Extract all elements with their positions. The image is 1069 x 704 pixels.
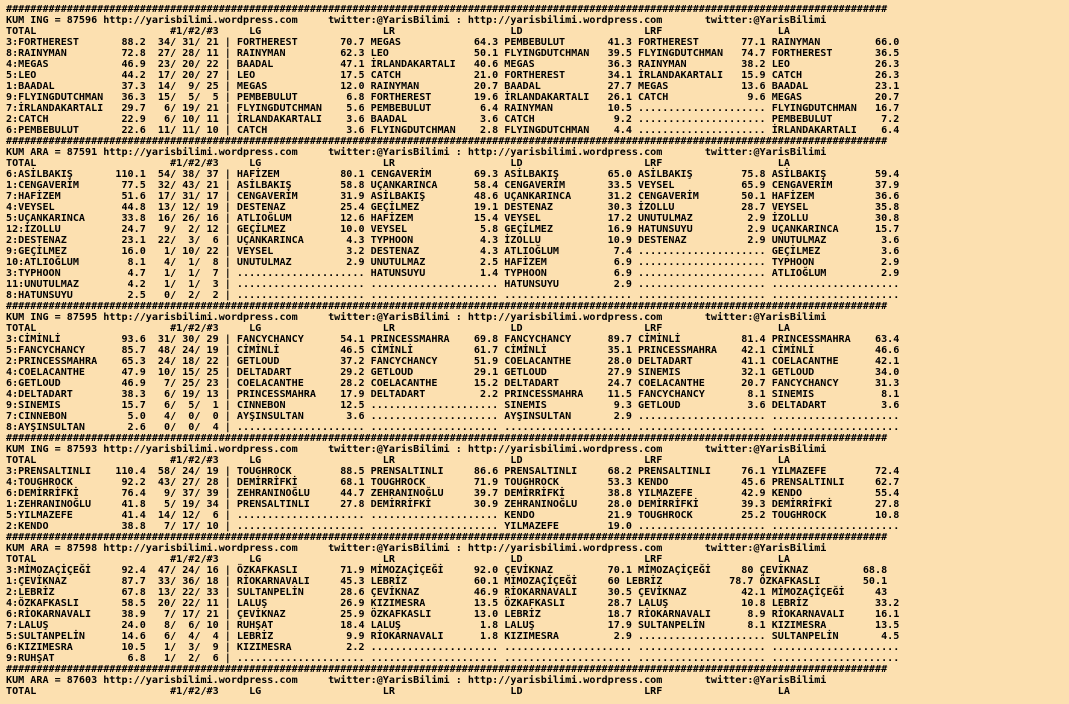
data-row: 9:SINEMIS 15.7 6/ 5/ 1 | CINNEBON 12.5 ..................... SINEMIS 9.3 GETLOUD 3.6 DELTADART 3.6 — [6, 400, 900, 411]
data-row: 2:PRINCESSMAHRA 65.3 24/ 18/ 22 | GETLOUD 37.2 FANCYCHANCY 51.9 COELACANTHE 28.0 DELTADART 41.1 COELACANTHE 42.1 — [6, 356, 900, 367]
data-row: 1:ÇEVİKNAZ 87.7 33/ 36/ 18 | RİOKARNAVALI 45.3 LEBRİZ 60.1 MİMOZAÇİÇEĞİ 60 LEBRİZ 78.7 ÖZKAFKASLI 50.1 — [6, 576, 888, 587]
data-row: 9:FLYINGDUTCHMAN 36.3 15/ 5/ 5 | PEMBEBULUT 6.8 FORTHEREST 19.6 İRLANDAKARTALI 26.1 CATCH 9.6 MEGAS 20.7 — [6, 92, 900, 103]
race-header-row: KUM ARA = 87591 http://yarisbilimi.wordpress.com twitter:@YarisBilimi : http://yarisbilimi.wordpress.com twitter:@YarisBilimi — [6, 147, 827, 158]
data-row: 9:RUHŞAT 6.8 1/ 2/ 6 | ..................... ..................... ..................... ..................... ..................... — [6, 653, 900, 664]
data-row: 6:ASİLBAKIŞ 110.1 54/ 38/ 37 | HAFİZEM 80.1 CENGAVERİM 69.3 ASİLBAKIŞ 65.0 ASİLBAKIŞ 75.8 ASİLBAKIŞ 59.4 — [6, 169, 900, 180]
data-row: 5:SULTANPELİN 14.6 6/ 4/ 4 | LEBRİZ 9.9 RİOKARNAVALI 1.8 KIZIMESRA 2.9 ..................... SULTANPELİN 4.5 — [6, 631, 900, 642]
separator-row: ################################################################################################################################################# — [6, 433, 888, 444]
data-row: 7:CINNEBON 5.0 4/ 0/ 0 | AYŞINSULTAN 3.6 ..................... AYŞINSULTAN 2.9 ..................... ..................... — [6, 411, 900, 422]
data-row: 3:TYPHOON 4.7 1/ 1/ 7 | ..................... HATUNSUYU 1.4 TYPHOON 6.9 ..................... ATLIOĞLUM 2.9 — [6, 268, 900, 279]
data-row: 2:DESTENAZ 23.1 22/ 3/ 6 | UÇANKARINCA 4.3 TYPHOON 4.3 İZOLLU 10.9 DESTENAZ 2.9 UNUTULMAZ 3.6 — [6, 235, 900, 246]
data-row: 6:GETLOUD 46.9 7/ 25/ 23 | COELACANTHE 28.2 COELACANTHE 15.2 DELTADART 24.7 COELACANTHE 20.7 FANCYCHANCY 31.3 — [6, 378, 900, 389]
race-header-row: KUM ARA = 87598 http://yarisbilimi.wordpress.com twitter:@YarisBilimi : http://yarisbilimi.wordpress.com twitter:@YarisBilimi — [6, 543, 827, 554]
data-row: 4:ÖZKAFKASLI 58.5 20/ 22/ 11 | LALUŞ 26.9 KIZIMESRA 13.5 ÖZKAFKASLI 28.7 LALUŞ 10.8 LEBRİZ 33.2 — [6, 598, 900, 609]
data-row: 5:FANCYCHANCY 85.7 48/ 24/ 19 | CİMİNLİ 46.5 CİMİNLİ 61.7 CİMİNLİ 35.1 PRINCESSMAHRA 42.1 CİMİNLİ 46.6 — [6, 345, 900, 356]
data-row: 3:CİMİNLİ 93.6 31/ 30/ 29 | FANCYCHANCY 54.1 PRINCESSMAHRA 69.8 FANCYCHANCY 89.7 CİMİNLİ 81.4 PRINCESSMAHRA 63.4 — [6, 334, 900, 345]
data-row: 2:CATCH 22.9 6/ 10/ 11 | İRLANDAKARTALI 3.6 BAADAL 3.6 CATCH 9.2 ..................... PEMBEBULUT 7.2 — [6, 114, 900, 125]
data-row: 6:PEMBEBULUT 22.6 11/ 11/ 10 | CATCH 3.6 FLYINGDUTCHMAN 2.8 FLYINGDUTCHMAN 4.4 ..................... İRLANDAKARTALI 6.4 — [6, 125, 900, 136]
data-row: 2:KENDO 38.8 7/ 17/ 10 | ..................... ..................... YILMAZEFE 19.0 ..................... ..................... — [6, 521, 900, 532]
data-row: 9:GEÇİLMEZ 16.0 1/ 10/ 22 | VEYSEL 3.2 DESTENAZ 4.3 ATLIOĞLUM 7.4 ..................... GEÇİLMEZ 3.6 — [6, 246, 900, 257]
column-header-row: TOTAL #1/#2/#3 LG LR LD LRF LA — [6, 26, 790, 37]
data-row: 4:TOUGHROCK 92.2 43/ 27/ 28 | DEMİRRİFKİ 68.1 TOUGHROCK 71.9 TOUGHROCK 53.3 KENDO 45.6 PRENSALTINLI 62.7 — [6, 477, 900, 488]
data-row: 8:HATUNSUYU 2.5 0/ 2/ 2 | ..................... ..................... ..................... ..................... ..................... — [6, 290, 900, 301]
data-row: 7:İRLANDAKARTALI 29.7 6/ 19/ 21 | FLYINGDUTCHMAN 5.6 PEMBEBULUT 6.4 RAINYMAN 10.5 ..................... FLYINGDUTCHMAN 16.7 — [6, 103, 900, 114]
data-row: 4:VEYSEL 44.8 13/ 12/ 19 | DESTENAZ 25.4 GEÇİLMEZ 19.1 DESTENAZ 30.3 İZOLLU 28.7 VEYSEL 35.8 — [6, 202, 900, 213]
data-row: 7:LALUŞ 24.0 8/ 6/ 10 | RUHŞAT 18.4 LALUŞ 1.8 LALUŞ 17.9 SULTANPELİN 8.1 KIZIMESRA 13.5 — [6, 620, 900, 631]
race-header-row: KUM ING = 87595 http://yarisbilimi.wordpress.com twitter:@YarisBilimi : http://yarisbilimi.wordpress.com twitter:@YarisBilimi — [6, 312, 827, 323]
data-row: 5:YILMAZEFE 41.4 14/ 12/ 6 | ..................... ..................... KENDO 21.9 TOUGHROCK 25.2 TOUGHROCK 10.8 — [6, 510, 900, 521]
data-row: 8:AYŞINSULTAN 2.6 0/ 0/ 4 | ..................... ..................... ..................... ..................... ..................... — [6, 422, 900, 433]
separator-row: ################################################################################################################################################# — [6, 664, 888, 675]
data-row: 6:RİOKARNAVALI 38.9 7/ 17/ 21 | ÇEVİKNAZ 25.9 ÖZKAFKASLI 13.0 LEBRİZ 18.7 RİOKARNAVALI 8.9 RİOKARNAVALI 16.1 — [6, 609, 900, 620]
data-row: 4:DELTADART 38.3 6/ 19/ 13 | PRINCESSMAHRA 17.9 DELTADART 2.2 PRINCESSMAHRA 11.5 FANCYCHANCY 8.1 SINEMIS 8.1 — [6, 389, 900, 400]
data-row: 1:ZEHRANINOĞLU 41.8 5/ 19/ 34 | PRENSALTINLI 27.8 DEMİRRİFKİ 30.9 ZEHRANINOĞLU 28.0 DEMİRRİFKİ 39.3 DEMİRRİFKİ 27.8 — [6, 499, 900, 510]
column-header-row: TOTAL #1/#2/#3 LG LR LD LRF LA — [6, 323, 790, 334]
data-row: 3:PRENSALTINLI 110.4 58/ 24/ 19 | TOUGHROCK 88.5 PRENSALTINLI 86.6 PRENSALTINLI 68.2 PRENSALTINLI 76.1 YILMAZEFE 72.4 — [6, 466, 900, 477]
data-row: 5:UÇANKARINCA 33.8 16/ 26/ 16 | ATLIOĞLUM 12.6 HAFİZEM 15.4 VEYSEL 17.2 UNUTULMAZ 2.9 İZOLLU 30.8 — [6, 213, 900, 224]
separator-row: ################################################################################################################################################# — [6, 136, 888, 147]
data-row: 4:COELACANTHE 47.9 10/ 15/ 25 | DELTADART 29.2 GETLOUD 29.1 GETLOUD 27.9 SINEMIS 32.1 GETLOUD 34.0 — [6, 367, 900, 378]
race-header-row: KUM ING = 87593 http://yarisbilimi.wordpress.com twitter:@YarisBilimi : http://yarisbilimi.wordpress.com twitter:@YarisBilimi — [6, 444, 827, 455]
data-row: 1:CENGAVERİM 77.5 32/ 43/ 21 | ASİLBAKIŞ 58.8 UÇANKARINCA 58.4 CENGAVERİM 33.5 VEYSEL 65.9 CENGAVERİM 37.9 — [6, 180, 900, 191]
data-row: 3:FORTHEREST 88.2 34/ 31/ 21 | FORTHEREST 70.7 MEGAS 64.3 PEMBEBULUT 41.3 FORTHEREST 77.1 RAINYMAN 66.0 — [6, 37, 900, 48]
data-row: 5:LEO 44.2 17/ 20/ 27 | LEO 17.5 CATCH 21.0 FORTHEREST 34.1 İRLANDAKARTALI 15.9 CATCH 26.3 — [6, 70, 900, 81]
separator-row: ################################################################################################################################################# — [6, 532, 888, 543]
column-header-row: TOTAL #1/#2/#3 LG LR LD LRF LA — [6, 686, 790, 697]
data-row: 6:KIZIMESRA 10.5 1/ 3/ 9 | KIZIMESRA 2.2 ..................... ..................... ..................... ..................... — [6, 642, 900, 653]
data-row: 11:UNUTULMAZ 4.2 1/ 1/ 3 | ..................... ..................... HATUNSUYU 2.9 ..................... ..................... — [6, 279, 900, 290]
data-row: 1:BAADAL 37.3 14/ 9/ 25 | MEGAS 12.0 RAINYMAN 20.7 BAADAL 27.7 MEGAS 13.6 BAADAL 23.1 — [6, 81, 900, 92]
column-header-row: TOTAL #1/#2/#3 LG LR LD LRF LA — [6, 554, 790, 565]
race-header-row: KUM ING = 87596 http://yarisbilimi.wordpress.com twitter:@YarisBilimi : http://yarisbilimi.wordpress.com twitter:@YarisBilimi — [6, 15, 827, 26]
column-header-row: TOTAL #1/#2/#3 LG LR LD LRF LA — [6, 158, 790, 169]
data-row: 2:LEBRİZ 67.8 13/ 22/ 33 | SULTANPELİN 28.6 ÇEVİKNAZ 46.9 RİOKARNAVALI 30.5 ÇEVİKNAZ 42.1 MİMOZAÇİÇEĞİ 43 — [6, 587, 888, 598]
separator-row: ################################################################################################################################################# — [6, 4, 888, 15]
race-header-row: KUM ARA = 87603 http://yarisbilimi.wordpress.com twitter:@YarisBilimi : http://yarisbilimi.wordpress.com twitter:@YarisBilimi — [6, 675, 827, 686]
data-row: 3:MİMOZAÇİÇEĞİ 92.4 47/ 24/ 16 | ÖZKAFKASLI 71.9 MİMOZAÇİÇEĞİ 92.0 ÇEVİKNAZ 70.1 MİMOZAÇİÇEĞİ 80 ÇEVİKNAZ 68.8 — [6, 565, 888, 576]
data-row: 10:ATLIOĞLUM 8.1 4/ 1/ 8 | UNUTULMAZ 2.9 UNUTULMAZ 2.5 HAFİZEM 6.9 ..................... TYPHOON 2.9 — [6, 257, 900, 268]
data-row: 8:RAINYMAN 72.8 27/ 28/ 11 | RAINYMAN 62.3 LEO 50.1 FLYINGDUTCHMAN 39.5 FLYINGDUTCHMAN 74.7 FORTHEREST 36.5 — [6, 48, 900, 59]
data-row: 7:HAFİZEM 51.6 17/ 31/ 17 | CENGAVERİM 31.9 ASİLBAKIŞ 48.6 UÇANKARINCA 31.2 CENGAVERİM 50.1 HAFİZEM 36.6 — [6, 191, 900, 202]
column-header-row: TOTAL #1/#2/#3 LG LR LD LRF LA — [6, 455, 790, 466]
data-row: 6:DEMİRRİFKİ 76.4 9/ 37/ 39 | ZEHRANINOĞLU 44.7 ZEHRANINOĞLU 39.7 DEMİRRİFKİ 38.8 YILMAZEFE 42.9 KENDO 55.4 — [6, 488, 900, 499]
data-row: 4:MEGAS 46.9 23/ 20/ 22 | BAADAL 47.1 İRLANDAKARTALI 40.6 MEGAS 36.3 RAINYMAN 38.2 LEO 26.3 — [6, 59, 900, 70]
data-row: 12:İZOLLU 24.7 9/ 2/ 12 | GEÇİLMEZ 10.0 VEYSEL 5.8 GEÇİLMEZ 16.9 HATUNSUYU 2.9 UÇANKARINCA 15.7 — [6, 224, 900, 235]
separator-row: ################################################################################################################################################# — [6, 301, 888, 312]
